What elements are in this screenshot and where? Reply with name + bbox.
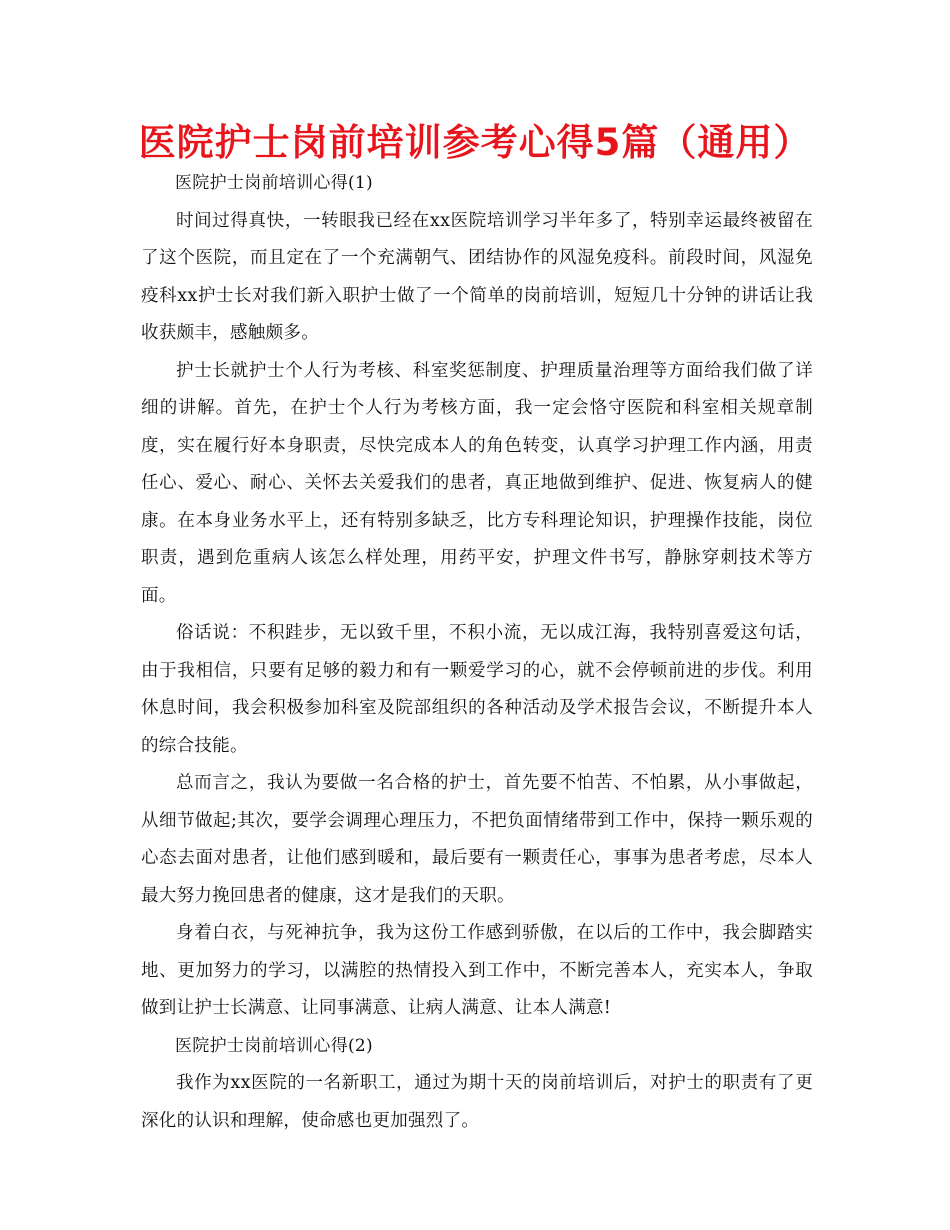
document-title: 医院护士岗前培训参考心得5篇（通用）: [138, 121, 812, 164]
paragraph: 护士长就护士个人行为考核、科室奖惩制度、护理质量治理等方面给我们做了详细的讲解。首先，在护士个人行为考核方面，我一定会恪守医院和科室相关规章制度，实在履行好本身职责，尽快完成本人的角色转变，认真学习护理工作内涵，用责任心、爱心、耐心、关怀去关爱我们的患者，真正地做到维护、促进、恢复病人的健康。在本身业务水平上，还有特别多缺乏，比方专科理论知识，护理操作技能，岗位职责，遇到危重病人该怎么样处理，用药平安，护理文件书写，静脉穿刺技术等方面。: [141, 360, 813, 606]
section-heading-2: 医院护士岗前培训心得(2): [175, 1035, 373, 1056]
paragraph: 我作为xx医院的一名新职工，通过为期十天的岗前培训后，对护士的职责有了更深化的认识和理解，使命感也更加强烈了。: [141, 1073, 813, 1131]
document-body: [141, 165, 813, 1140]
paragraph: 总而言之，我认为要做一名合格的护士，首先要不怕苦、不怕累，从小事做起，从细节做起;其次，要学会调理心理压力，不把负面情绪带到工作中，保持一颗乐观的心态去面对患者，让他们感到暖和，最后要有一颗责任心，事事为患者考虑，尽本人最大努力挽回患者的健康，这才是我们的天职。: [141, 773, 813, 906]
paragraph: 身着白衣，与死神抗争，我为这份工作感到骄傲，在以后的工作中，我会脚踏实地、更加努力的学习，以满腔的热情投入到工作中，不断完善本人，充实本人，争取做到让护士长满意、让同事满意、让病人满意、让本人满意!: [141, 923, 813, 1018]
section-heading-1: 医院护士岗前培训心得(1): [175, 173, 373, 193]
paragraph: 俗话说：不积跬步，无以致千里，不积小流，无以成江海，我特别喜爱这句话，由于我相信，只要有足够的毅力和有一颗爱学习的心，就不会停顿前进的步伐。利用休息时间，我会积极参加科室及院部组织的各种活动及学术报告会议，不断提升本人的综合技能。: [141, 623, 813, 756]
paragraph: 时间过得真快，一转眼我已经在xx医院培训学习半年多了，特别幸运最终被留在了这个医院，而且定在了一个充满朝气、团结协作的风湿免疫科。前段时间，风湿免疫科xx护士长对我们新入职护士做了一个简单的岗前培训，短短几十分钟的讲话让我收获颇丰，感触颇多。: [141, 210, 813, 343]
